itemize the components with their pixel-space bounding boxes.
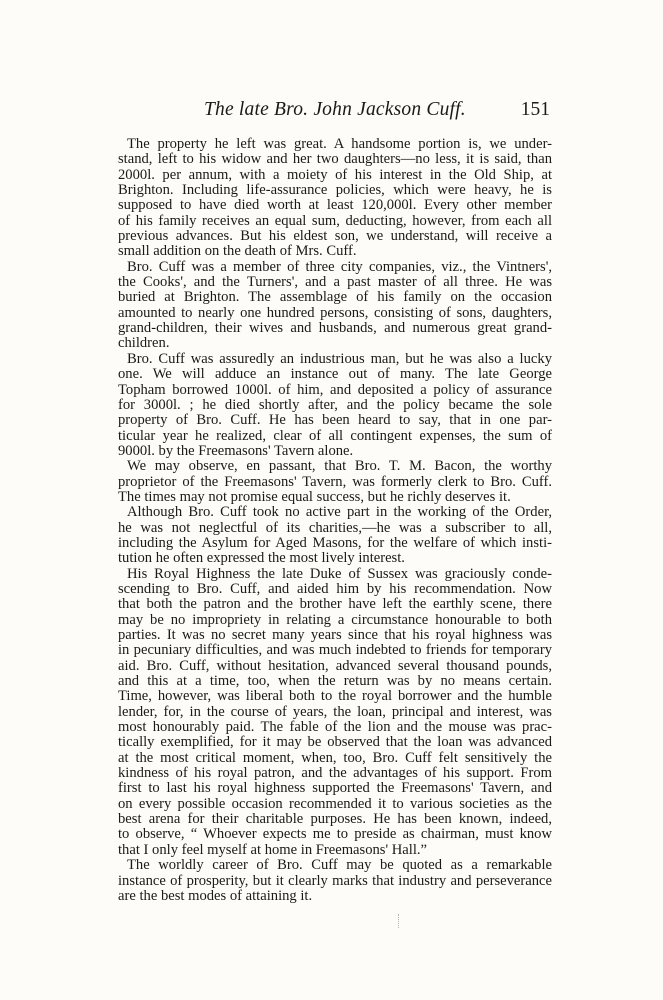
text-line: property of Bro. Cuff. He has been heard to say, that in one par- <box>118 412 552 429</box>
text-line: scending to Bro. Cuff, and aided him by his recommendation. Now <box>118 580 552 597</box>
text-line: parties. It was no secret many years since that his royal highness was <box>118 627 552 643</box>
text-line: of his family receives an equal sum, deducting, however, from each all <box>118 212 552 229</box>
text-line: The property he left was great. A handsome portion is, we under- <box>127 136 552 152</box>
text-line: tically exemplified, for it may be observed that the loan was advanced <box>118 734 552 751</box>
text-line: the Cooks', and the Turners', and a past master of all three. He was <box>118 274 552 291</box>
text-line: may be no impropriety in relating a circumstance honourable to both <box>118 611 552 628</box>
article-body <box>118 137 552 904</box>
text-line: Bro. Cuff was a member of three city companies, viz., the Vintners', <box>127 258 552 275</box>
text-line: His Royal Highness the late Duke of Sussex was graciously conde- <box>127 565 552 582</box>
text-line: Although Bro. Cuff took no active part in the working of the Order, <box>127 504 552 521</box>
text-line: Brighton. Including life-assurance policies, which were heavy, he is <box>118 182 552 199</box>
printer-mark <box>398 914 400 928</box>
text-line: Bro. Cuff was assuredly an industrious man, but he was also a lucky <box>127 350 552 367</box>
text-line: supposed to have died worth at least 120,000l. Every other member <box>118 197 552 214</box>
text-line: The times may not promise equal success, but he richly deserves it. <box>118 488 511 505</box>
text-line: stand, left to his widow and her two daughters—no less, it is said, than <box>118 151 552 168</box>
page-number: 151 <box>520 99 550 120</box>
text-line: to observe, “ Whoever expects me to preside as chairman, must know <box>118 826 552 843</box>
text-line: tution he often expressed the most lively interest. <box>118 550 405 567</box>
text-line: on every possible occasion recommended it to various societies as the <box>118 795 552 812</box>
text-line: 9000l. by the Freemasons' Tavern alone. <box>118 442 354 459</box>
text-line: lender, for, in the course of years, the loan, principal and interest, was <box>118 703 552 720</box>
text-line: first to last his royal highness supported the Freemasons' Tavern, and <box>118 780 552 797</box>
page-header <box>118 99 550 125</box>
text-line: ticular year he realized, clear of all contingent expenses, the sum of <box>118 427 552 444</box>
text-line: instance of prosperity, but it clearly marks that industry and perseverance <box>118 872 552 889</box>
text-line: for 3000l. ; he died shortly after, and the policy became the sole <box>118 396 552 413</box>
text-line: one. We will adduce an instance out of many. The late George <box>118 366 552 383</box>
text-line: are the best modes of attaining it. <box>118 887 313 904</box>
text-line: in pecuniary difficulties, and was much indebted to friends for temporary <box>118 642 552 659</box>
text-line: including the Asylum for Aged Masons, for the welfare of which insti- <box>118 534 552 551</box>
text-line: at the most critical moment, when, too, Bro. Cuff felt sensitively the <box>118 749 552 766</box>
text-line: Topham borrowed 1000l. of him, and deposited a policy of assurance <box>118 381 552 398</box>
text-line: grand-children, their wives and husbands, and numerous great grand- <box>118 320 552 337</box>
text-line: 2000l. per annum, with a moiety of his interest in the Old Ship, at <box>118 166 552 183</box>
running-title: The late Bro. John Jackson Cuff. <box>204 99 466 120</box>
text-line: aid. Bro. Cuff, without hesitation, advanced several thousand pounds, <box>118 657 552 674</box>
text-line: proprietor of the Freemasons' Tavern, was formerly clerk to Bro. Cuff. <box>118 473 552 490</box>
text-line: he was not neglectful of its charities,—he was a subscriber to all, <box>118 519 552 536</box>
text-line: children. <box>118 335 170 352</box>
text-line: The worldly career of Bro. Cuff may be quoted as a remarkable <box>127 857 552 874</box>
text-line: Time, however, was liberal both to the royal borrower and the humble <box>118 688 552 705</box>
text-line: kindness of his royal patron, and the advantages of his support. From <box>118 765 552 782</box>
text-line: that I only feel myself at home in Freemasons' Hall.” <box>118 841 428 858</box>
text-line: most honourably paid. The fable of the lion and the mouse was prac- <box>118 719 552 736</box>
text-line: previous advances. But his eldest son, we understand, will receive a <box>118 228 552 245</box>
text-line: best arena for their charitable purposes. He has been known, indeed, <box>118 811 552 828</box>
text-line: amounted to nearly one hundred persons, consisting of sons, daughters, <box>118 304 552 321</box>
text-line: that both the patron and the brother have left the earthly scene, there <box>118 596 552 613</box>
text-line: and this at a time, too, when the return was by no means certain. <box>118 673 552 690</box>
text-line: We may observe, en passant, that Bro. T. M. Bacon, the worthy <box>127 458 552 475</box>
text-line: buried at Brighton. The assemblage of his family on the occasion <box>118 289 552 306</box>
text-line: small addition on the death of Mrs. Cuff. <box>118 243 357 260</box>
